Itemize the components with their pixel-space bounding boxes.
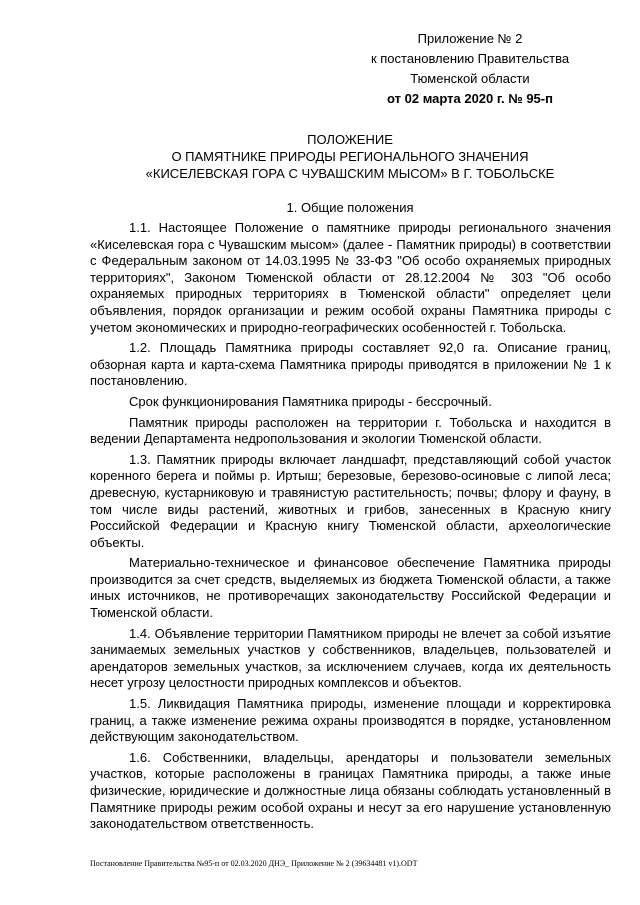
section-heading: 1. Общие положения	[286, 200, 414, 215]
appendix-region: Тюменской области	[410, 71, 530, 86]
paragraph-term: Срок функционирования Памятника природы - бессрочный.	[129, 393, 492, 409]
paragraph-1-2: 1.2. Площадь Памятника природы составляет 92,0 га. Описание границ, обзорная карта и карта-схема Памятника природы приводятся в приложении № 1 к постановлению.	[90, 340, 611, 389]
appendix-number: Приложение № 2	[417, 31, 523, 46]
page-footer: Постановление Правительства №95-п от 02.03.2020 ДНЭ_ Приложение № 2 (39634481 v1).ODT	[90, 859, 418, 868]
title-line-3: «КИСЕЛЕВСКАЯ ГОРА С ЧУВАШСКИМ МЫСОМ» В Г. ТОБОЛЬСКЕ	[145, 166, 555, 181]
paragraph-1-4: 1.4. Объявление территории Памятником природы не влечет за собой изъятие занимаемых земельных участков у собственников, владельцев, пользователей и арендаторов земельных участков, за исключением случаев, когда их деятельность несет угрозу целостности природных комплексов и объектов.	[90, 625, 611, 691]
document-body	[90, 220, 611, 837]
document-title	[90, 131, 610, 182]
paragraph-1-5: 1.5. Ликвидация Памятника природы, изменение площади и корректировка границ, а также изменение режима охраны производятся в порядке, установленном действующим законодательством.	[90, 696, 611, 745]
paragraph-location: Памятник природы расположен на территории г. Тобольска и находится в ведении Департамента недропользования и экологии Тюменской области.	[90, 414, 611, 447]
paragraph-1-3: 1.3. Памятник природы включает ландшафт, представляющий собой участок коренного берега и поймы р. Иртыш; березовые, березово-осиновые с липой леса; древесную, кустарниковую и травянистую растительность; почвы; флору и фауну, в том числе виды растений, животных и грибов, занесенных в Красную книгу Российской Федерации и Красную книгу Тюменской области, археологические объекты.	[90, 451, 611, 550]
title-line-1: ПОЛОЖЕНИЕ	[307, 132, 393, 147]
paragraph-funding: Материально-техническое и финансовое обеспечение Памятника природы производится за счет средств, выделяемых из бюджета Тюменской области, а также иных источников, не противоречащих законодательству Российской Федерации и Тюменской области.	[90, 555, 611, 621]
appendix-reference: к постановлению Правительства	[370, 51, 570, 66]
appendix-date: от 02 марта 2020 г. № 95-п	[387, 91, 553, 106]
title-line-2: О ПАМЯТНИКЕ ПРИРОДЫ РЕГИОНАЛЬНОГО ЗНАЧЕНИЯ	[171, 149, 529, 164]
paragraph-1-6: 1.6. Собственники, владельцы, арендаторы и пользователи земельных участков, которые расположены в границах Памятника природы, а также иные физические, юридические и должностные лица обязаны соблюдать установленный в Памятнике природы режим особой охраны и несут за его нарушение установленную законодательством ответственность.	[90, 749, 611, 832]
paragraph-1-1: 1.1. Настоящее Положение о памятнике природы регионального значения «Киселевская гора с Чувашским мысом» (далее - Памятник природы) в соответствии с Федеральным законом от 14.03.1995 № 33-ФЗ "Об особо охраняемых природных территориях", Законом Тюменской области от 28.12.2004 № 303 "Об особо охраняемых природных территориях в Тюменской области" определяет цели объявления, порядок организации и режим особой охраны Памятника природы с учетом экономических и природно-географических особенностей г. Тобольска.	[90, 220, 611, 335]
appendix-header	[330, 29, 610, 109]
